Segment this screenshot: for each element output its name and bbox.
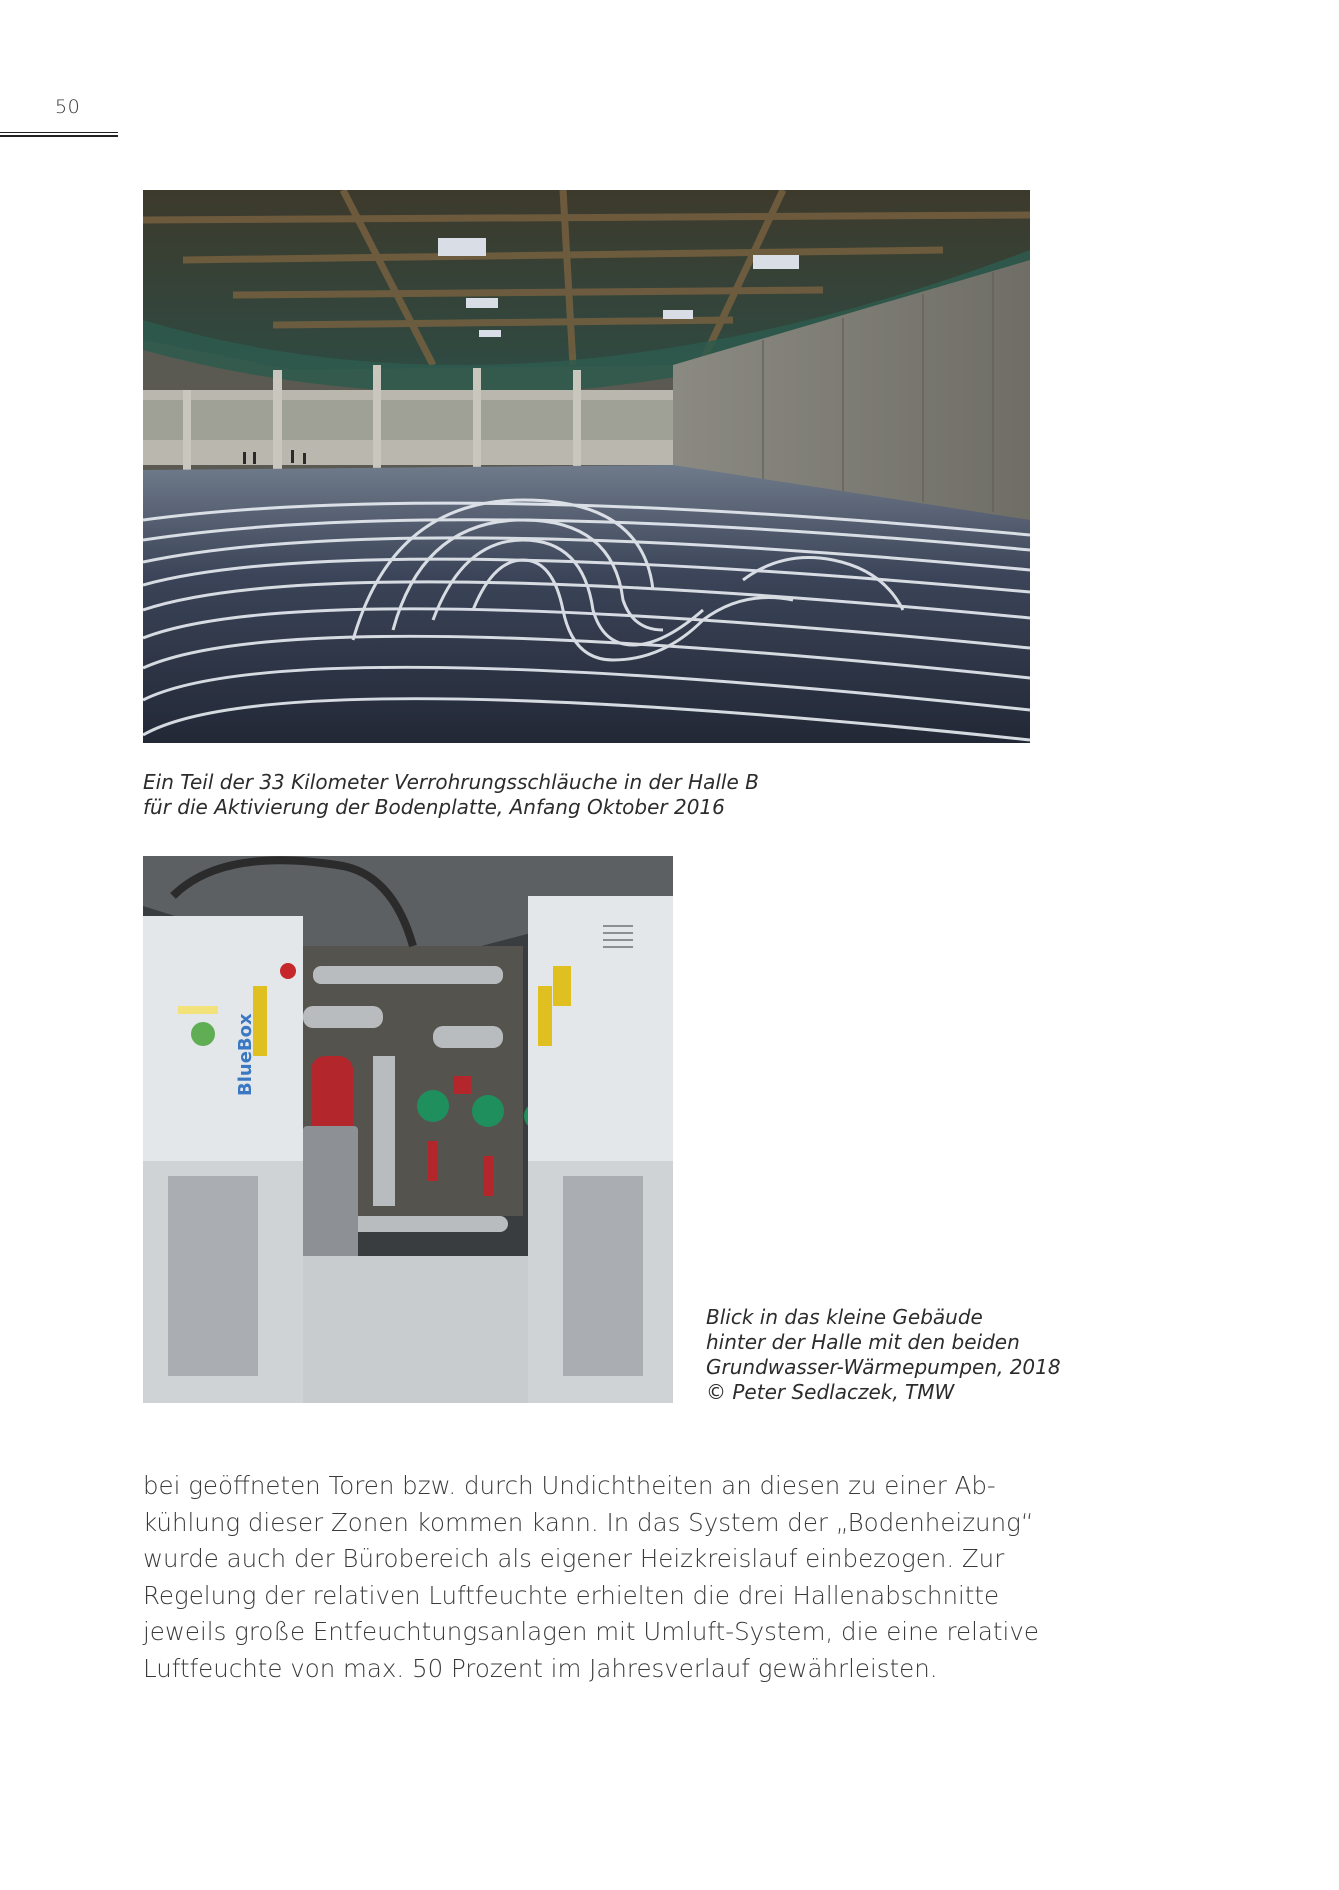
page-number: 50 [55, 96, 81, 118]
body-line: Regelung der relativen Luftfeuchte erhielten die drei Hallenabschnitte [143, 1580, 1000, 1610]
heat-pump-room-photo [143, 856, 673, 1403]
caption-line: für die Aktivierung der Bodenplatte, Anfang Oktober 2016 [143, 795, 725, 819]
figure1-caption [143, 770, 843, 820]
caption-line: Grundwasser-Wärmepumpen, 2018 [706, 1355, 1061, 1379]
caption-line: © Peter Sedlaczek, TMW [706, 1380, 955, 1404]
body-line: bei geöffneten Toren bzw. durch Undichtheiten an diesen zu einer Ab- [143, 1471, 996, 1500]
caption-line: hinter der Halle mit den beiden [706, 1330, 1020, 1354]
caption-line: Ein Teil der 33 Kilometer Verrohrungsschläuche in der Halle B [143, 770, 759, 794]
body-line: Luftfeuchte von max. 50 Prozent im Jahresverlauf gewährleisten. [143, 1653, 938, 1683]
header-rule [0, 132, 118, 133]
body-paragraph [143, 1468, 1039, 1687]
body-line: kühlung dieser Zonen kommen kann. In das System der „Bodenheizung“ [143, 1507, 1034, 1537]
floor-heating-pipes-photo [143, 190, 1030, 743]
figure2-caption [706, 1305, 1106, 1405]
caption-line: Blick in das kleine Gebäude [706, 1305, 983, 1329]
body-line: jeweils große Entfeuchtungsanlagen mit Umluft-System, die eine relative [143, 1617, 1039, 1646]
header-rule-thick [0, 135, 118, 137]
bluebox-logo-left: BlueBox [235, 1013, 256, 1096]
body-line: wurde auch der Bürobereich als eigener Heizkreislauf einbezogen. Zur [143, 1544, 1005, 1573]
